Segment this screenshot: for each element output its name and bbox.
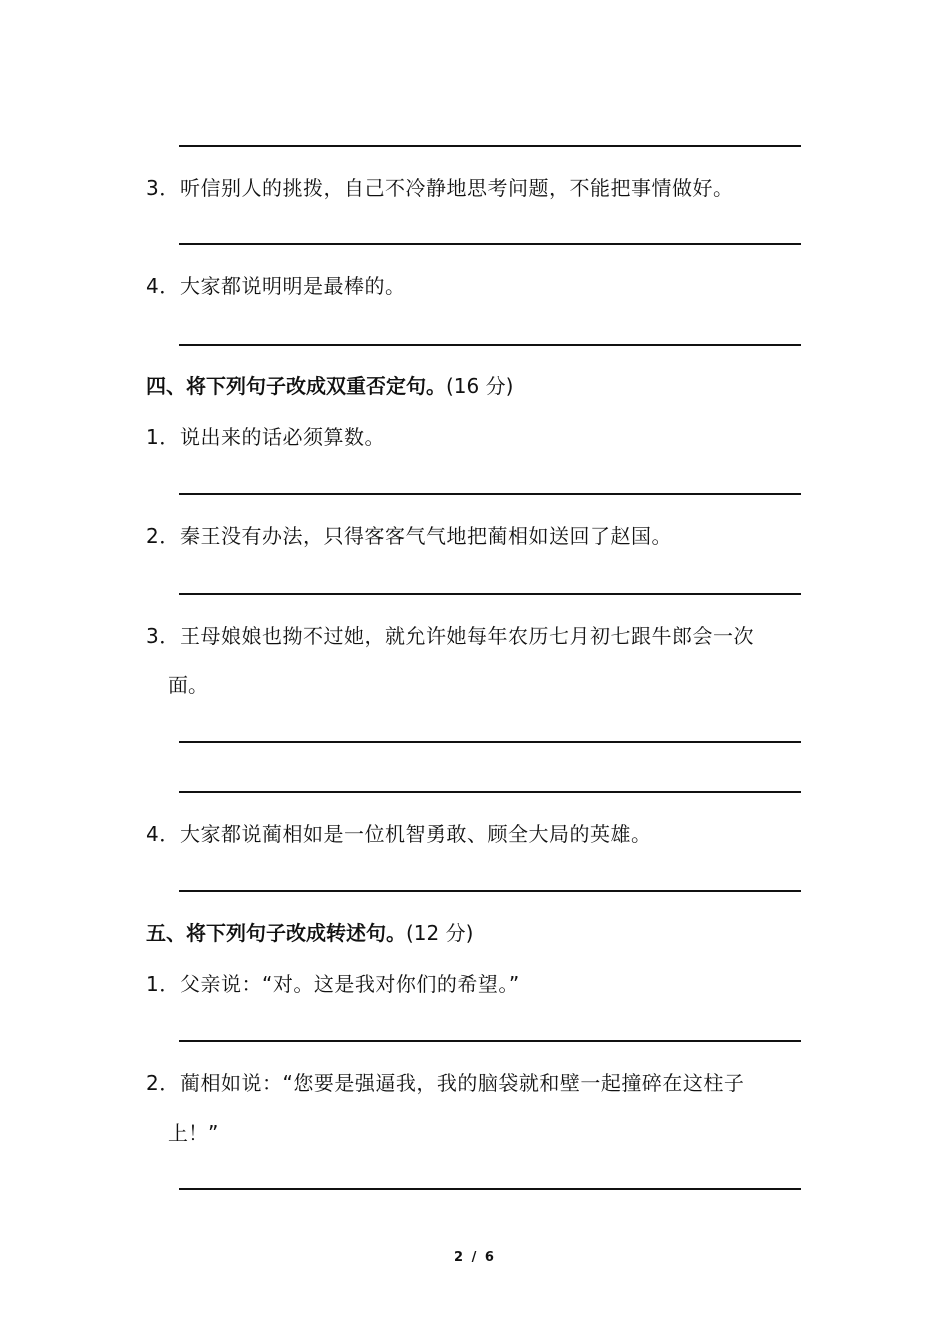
section-heading (146, 921, 473, 945)
answer-line (179, 791, 801, 793)
question-text: 秦王没有办法，只得客客气气地把蔺相如送回了赵国。 (180, 524, 672, 548)
question-text-continued: 面。 (168, 673, 208, 697)
question-text: 蔺相如说：“您要是强逼我，我的脑袋就和壁一起撞碎在这柱子 (180, 1071, 745, 1095)
answer-line (179, 493, 801, 495)
question-text: 大家都说蔺相如是一位机智勇敢、顾全大局的英雄。 (180, 822, 652, 846)
answer-line (179, 243, 801, 245)
answer-line (179, 593, 801, 595)
question-text-continued: 上！” (168, 1121, 219, 1145)
section-heading (146, 374, 513, 398)
answer-line (179, 145, 801, 147)
question-text: 父亲说：“对。这是我对你们的希望。” (180, 972, 520, 996)
page-number: 2 / 6 (454, 1250, 496, 1265)
question-item (146, 176, 734, 200)
answer-line (179, 741, 801, 743)
question-text: 大家都说明明是最棒的。 (180, 274, 406, 298)
answer-line (179, 344, 801, 346)
question-text: 王母娘娘也拗不过她，就允许她每年农历七月初七跟牛郎会一次 (180, 624, 754, 648)
question-item (146, 624, 754, 648)
question-number: 4． (146, 822, 180, 846)
answer-line (179, 890, 801, 892)
question-item (146, 524, 672, 548)
section-title: 四、将下列句子改成双重否定句。 (146, 374, 446, 398)
section-points: (16 分) (446, 374, 514, 398)
section-points: (12 分) (406, 921, 474, 945)
question-text: 听信别人的挑拨，自己不冷静地思考问题，不能把事情做好。 (180, 176, 734, 200)
answer-line (179, 1188, 801, 1190)
question-number: 3． (146, 624, 180, 648)
question-text: 说出来的话必须算数。 (180, 425, 385, 449)
question-number: 2． (146, 524, 180, 548)
question-number: 4． (146, 274, 180, 298)
question-number: 1． (146, 972, 180, 996)
answer-line (179, 1040, 801, 1042)
question-item (146, 274, 406, 298)
section-title: 五、将下列句子改成转述句。 (146, 921, 406, 945)
question-item (146, 972, 520, 996)
question-item (146, 822, 652, 846)
question-number: 1． (146, 425, 180, 449)
question-item (146, 425, 385, 449)
question-number: 3． (146, 176, 180, 200)
question-number: 2． (146, 1071, 180, 1095)
question-item (146, 1071, 744, 1095)
